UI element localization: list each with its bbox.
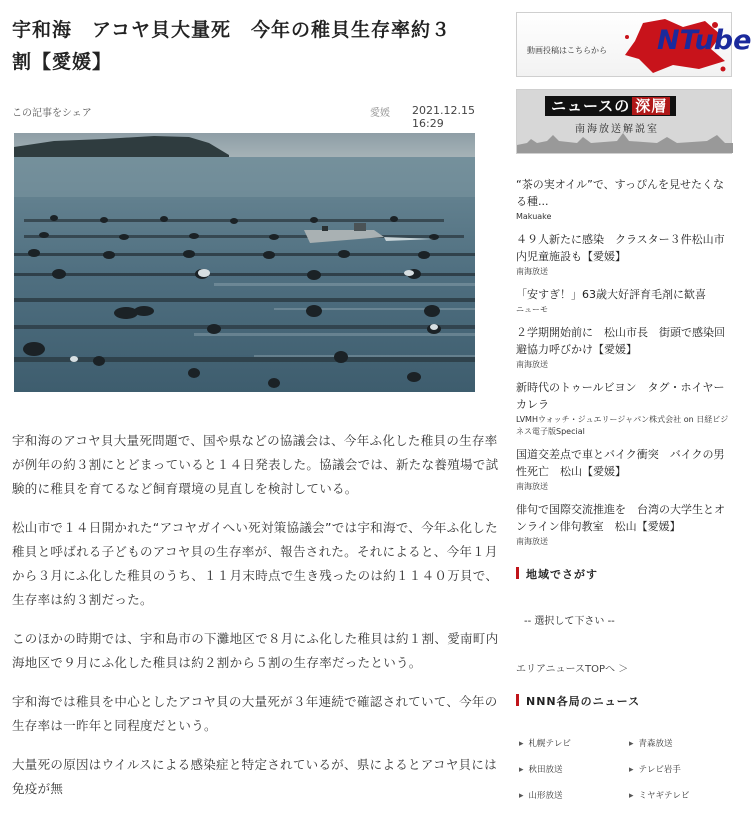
paragraph: 大量死の原因はウイルスによる感染症と特定されているが、県によるとアコヤ貝には免疫が無 xyxy=(12,757,498,796)
article-photo xyxy=(14,133,475,392)
station-link[interactable] xyxy=(516,737,626,749)
headline-line-1: 宇和海 アコヤ貝大量死 今年の稚貝生存率約３ xyxy=(12,19,452,41)
news-title[interactable]: 俳句で国際交流推進を 台湾の大学生とオンライン俳句教室 松山【愛媛】 xyxy=(516,503,725,533)
bullet-icon: ▸ xyxy=(629,791,634,801)
news-title[interactable]: 国道交差点で車とバイク衝突 バイクの男性死亡 松山【愛媛】 xyxy=(516,448,725,478)
news-title[interactable]: 新時代のトゥールビヨン タグ・ホイヤー カレラ xyxy=(516,381,725,411)
bullet-icon: ▸ xyxy=(629,739,634,749)
station-link[interactable] xyxy=(626,763,726,775)
list-item[interactable] xyxy=(516,176,732,223)
news-depth-subtitle: 南海放送解説室 xyxy=(575,124,659,135)
area-news-top-link[interactable]: エリアニュースTOPへ ＞ xyxy=(516,664,629,675)
news-depth-title-c: 深層 xyxy=(632,97,670,115)
news-title[interactable]: 「安すぎ！」63歳大好評育毛剤に歓喜 xyxy=(516,288,706,301)
nnn-heading: NNN各局のニュース xyxy=(516,693,732,709)
station-link[interactable] xyxy=(626,789,726,801)
station-grid xyxy=(516,737,732,801)
news-source: 南海放送 xyxy=(516,267,548,276)
category-link[interactable]: 愛媛 xyxy=(370,108,390,119)
publish-date: 2021.12.15 16:29 xyxy=(412,104,475,130)
news-source: Makuake xyxy=(516,212,552,221)
pearl-farm-photo xyxy=(14,133,475,392)
station-link[interactable] xyxy=(516,789,626,801)
share-label: この記事をシェア xyxy=(12,108,92,119)
bullet-icon: ▸ xyxy=(629,765,634,775)
area-search-heading: 地域でさがす xyxy=(516,566,732,582)
bullet-icon: ▸ xyxy=(519,791,524,801)
station-link[interactable] xyxy=(626,737,726,749)
list-item[interactable] xyxy=(516,446,732,493)
station-name: 山形放送 xyxy=(528,791,563,801)
ntube-logo: NTube xyxy=(657,25,751,56)
article-body xyxy=(12,429,502,816)
bullet-icon: ▸ xyxy=(519,765,524,775)
ntube-caption: 動画投稿はこちらから xyxy=(527,46,607,55)
list-item[interactable] xyxy=(516,286,732,316)
paragraph: このほかの時期では、宇和島市の下灘地区で８月にふ化した稚貝は約１割、愛南町内海地区で９月にふ化した稚貝は約２割から５割の生存率だったという。 xyxy=(12,631,499,670)
paragraph: 宇和海のアコヤ貝大量死問題で、国や県などの協議会は、今年ふ化した稚貝の生存率が例年の約３割にとどまっていると１４日発表した。協議会では、新たな養殖場で試験的に稚貝を育てるなど飼育環境の見直しを検討している。 xyxy=(12,433,499,496)
station-name: 秋田放送 xyxy=(528,765,563,775)
article xyxy=(12,14,504,130)
station-name: 青森放送 xyxy=(638,739,673,749)
article-headline xyxy=(12,14,504,78)
news-depth-title-a: ニュース xyxy=(551,97,615,115)
station-name: ミヤギテレビ xyxy=(638,791,690,801)
skyline-graphic xyxy=(517,131,733,153)
news-title[interactable]: “茶の実オイル”で、すっぴんを見せたくなる種... xyxy=(516,178,724,208)
article-meta xyxy=(12,104,504,130)
area-select[interactable]: -- 選択して下さい -- xyxy=(524,616,615,627)
news-source: 南海放送 xyxy=(516,360,548,369)
share-buttons[interactable] xyxy=(118,104,178,118)
area-search xyxy=(516,566,732,675)
paragraph: 宇和海では稚貝を中心としたアコヤ貝の大量死が３年連続で確認されていて、今年の生存率は一昨年と同程度だという。 xyxy=(12,694,498,733)
list-item[interactable] xyxy=(516,324,732,371)
news-source: 南海放送 xyxy=(516,482,548,491)
nnn-news xyxy=(516,693,732,801)
news-source: LVMHウォッチ・ジュエリージャパン株式会社 on 日経ビジネス電子版Special xyxy=(516,415,729,436)
station-name: テレビ岩手 xyxy=(638,765,681,775)
station-link[interactable] xyxy=(516,763,626,775)
news-title[interactable]: ４９人新たに感染 クラスター３件松山市内児童施設も【愛媛】 xyxy=(516,233,725,263)
paragraph: 松山市で１４日開かれた“アコヤガイへい死対策協議会”では宇和海で、今年ふ化した稚貝と呼ばれる子どものアコヤ貝の生存率が、報告された。それによると、今年１月から３月にふ化した稚貝のうち、１１月末時点で生き残ったのは約１１４０万貝で、生存率は約３割だった。 xyxy=(12,520,499,607)
list-item[interactable] xyxy=(516,501,732,548)
sidebar xyxy=(516,12,751,801)
ntube-banner[interactable] xyxy=(516,12,751,77)
recommended-news xyxy=(516,176,732,548)
list-item[interactable] xyxy=(516,231,732,278)
news-depth-title xyxy=(545,96,676,116)
news-source: 南海放送 xyxy=(516,537,548,546)
news-depth-title-b: の xyxy=(614,97,631,115)
list-item[interactable] xyxy=(516,379,732,438)
news-depth-banner[interactable] xyxy=(516,89,732,154)
station-name: 札幌テレビ xyxy=(528,739,571,749)
headline-line-2: 割【愛媛】 xyxy=(12,51,113,73)
bullet-icon: ▸ xyxy=(519,739,524,749)
news-title[interactable]: ２学期開始前に 松山市長 街頭で感染回避協力呼びかけ【愛媛】 xyxy=(516,326,725,356)
news-source: ニューモ xyxy=(516,305,548,314)
